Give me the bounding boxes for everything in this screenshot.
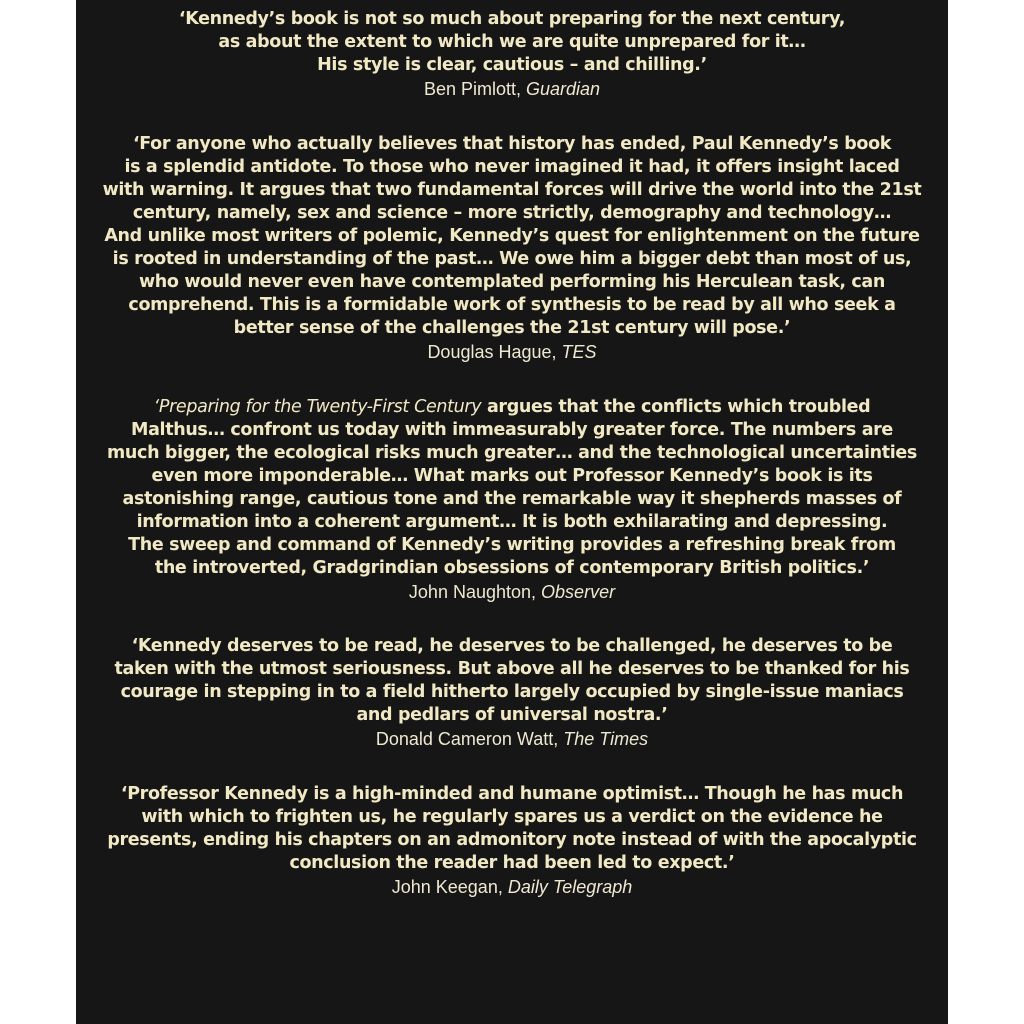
quote-author: Douglas Hague,: [427, 342, 557, 362]
review-quote-times: [92, 635, 932, 751]
quote-attribution: [92, 875, 932, 899]
quote-author: Ben Pimlott,: [423, 79, 521, 99]
book-back-cover: [76, 0, 948, 1024]
review-quote-tes: [92, 133, 932, 364]
quote-attribution: [92, 580, 932, 604]
quote-source: Observer: [541, 582, 616, 602]
review-quote-observer: [92, 396, 932, 604]
quote-text: ‘For anyone who actually believes that history has ended, Paul Kennedy’s book is a splendid antidote. To those who never imagined it had, it offers insight laced with warning. It argues that two fundamental forces will drive the world into the 21st century, namely, sex and science – more strictly, demography and technology… And unlike most writers of polemic, Kennedy’s quest for enlightenment on the future is rooted in understanding of the past… We owe him a bigger debt than most of us, who would never even have contemplated performing his Herculean task, can comprehend. This is a formidable work of synthesis to be read by all who seek a better sense of the challenges the 21st century will pose.’: [102, 134, 922, 338]
quote-source: Guardian: [526, 79, 601, 99]
quote-text: [92, 396, 932, 580]
review-quote-guardian: [92, 8, 932, 101]
quote-author: John Keegan,: [391, 877, 503, 897]
quote-attribution: [92, 727, 932, 751]
quote-attribution: [92, 77, 932, 101]
book-title-reference: ‘Preparing for the Twenty-First Century: [153, 397, 482, 417]
quote-source: The Times: [563, 729, 649, 749]
quote-source: Daily Telegraph: [507, 877, 633, 897]
quote-text: ‘Professor Kennedy is a high-minded and humane optimist… Though he has much with which to frighten us, he regularly spares us a verdict on the evidence he presents, ending his chapters on an admonitory note instead of with the apocalyptic conclusion the reader had been led to expect.’: [107, 784, 917, 873]
quote-source: TES: [561, 342, 597, 362]
review-quote-telegraph: [92, 783, 932, 899]
quote-body: argues that the conflicts which troubled Malthus… confront us today with immeasurably greater force. The numbers are much bigger, the ecological risks much greater… and the technological uncertainties even more imponderable… What marks out Professor Kennedy’s book is its astonishing range, cautious tone and the remarkable way it shepherds masses of information into a coherent argument… It is both exhilarating and depressing. The sweep and command of Kennedy’s writing provides a refreshing break from the introverted, Gradgrindian obsessions of contemporary British politics.’: [107, 397, 917, 578]
quote-text: ‘Kennedy’s book is not so much about preparing for the next century, as about the extent to which we are quite unprepared for it… His style is clear, cautious – and chilling.’: [178, 9, 846, 75]
quote-author: Donald Cameron Watt,: [375, 729, 559, 749]
quote-text: ‘Kennedy deserves to be read, he deserves to be challenged, he deserves to be taken with the utmost seriousness. But above all he deserves to be thanked for his courage in stepping in to a field hitherto largely occupied by single-issue maniacs and pedlars of universal nostra.’: [114, 636, 910, 725]
quote-attribution: [92, 340, 932, 364]
quote-author: John Naughton,: [408, 582, 537, 602]
